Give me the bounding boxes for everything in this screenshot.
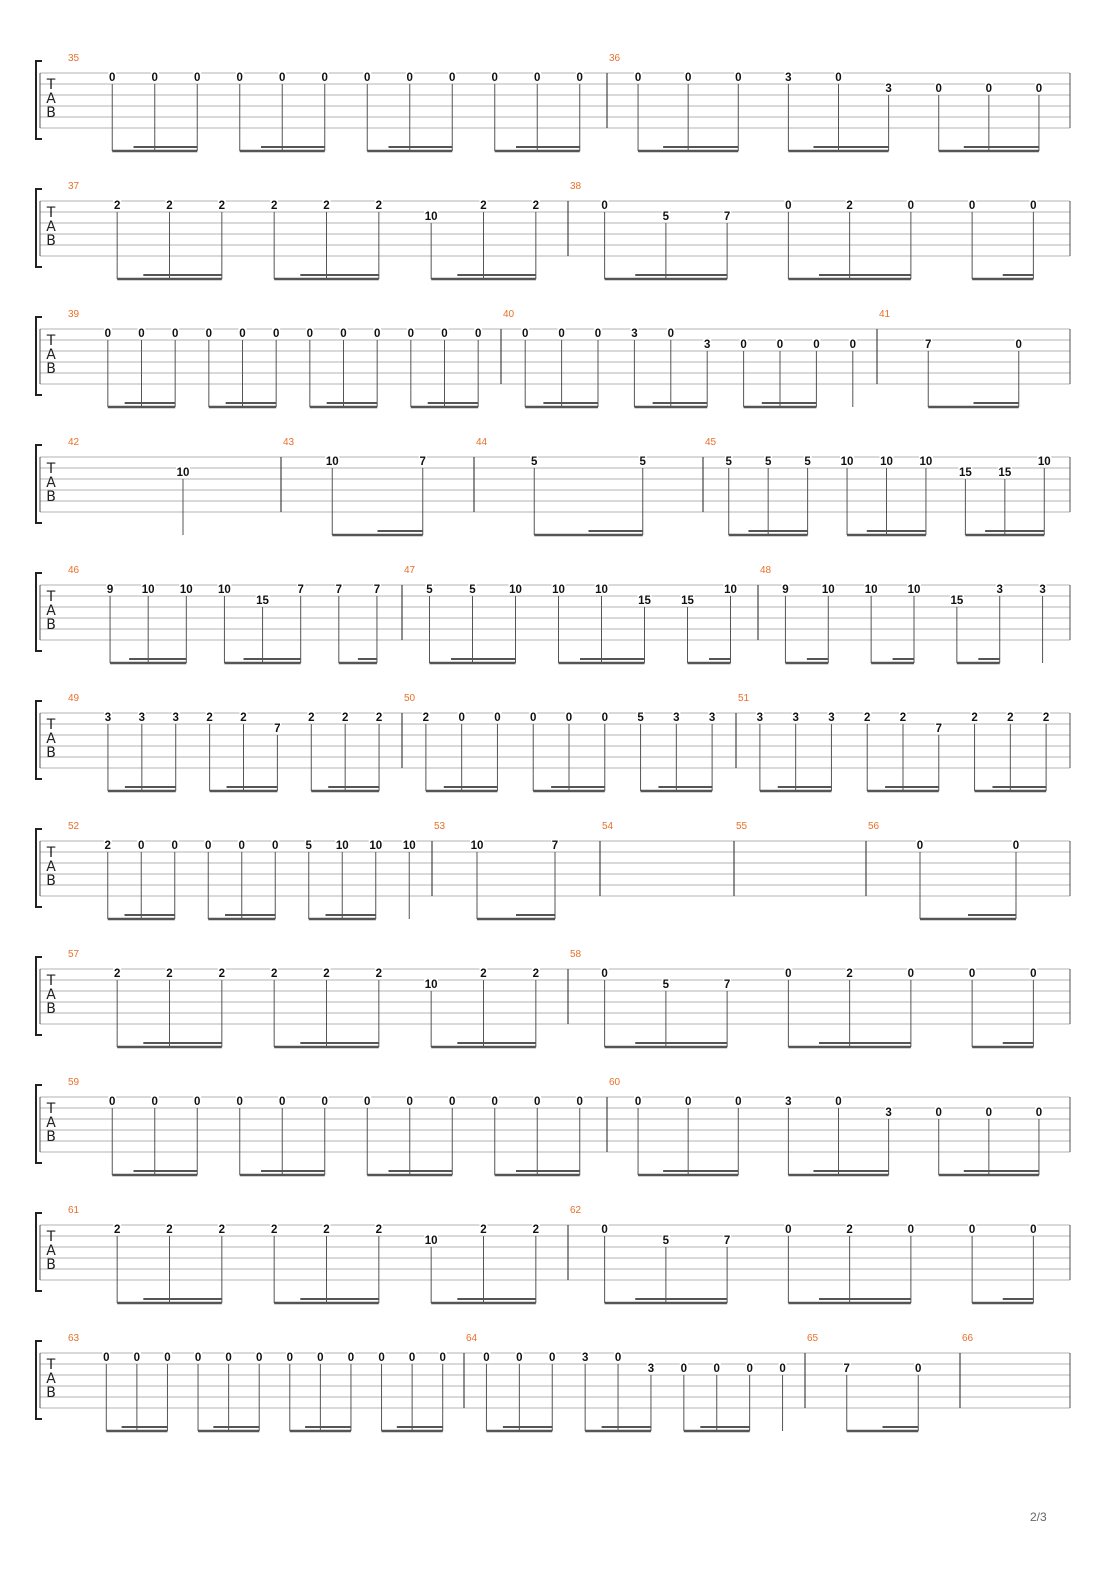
fret-number: 0 <box>306 328 314 340</box>
fret-number: 10 <box>595 584 608 596</box>
fret-number: 0 <box>785 200 792 212</box>
measure-number: 47 <box>404 565 416 576</box>
measure-number: 45 <box>705 437 717 448</box>
fret-number: 0 <box>1012 840 1020 852</box>
fret-number: 0 <box>576 72 583 84</box>
measure-number: 57 <box>68 949 80 960</box>
measure-number: 56 <box>868 821 880 832</box>
fret-number: 0 <box>968 968 976 980</box>
fret-number: 2 <box>113 968 121 980</box>
fret-number: 10 <box>1037 456 1051 468</box>
fret-number: 0 <box>849 339 857 351</box>
fret-number: 0 <box>406 72 413 84</box>
fret-number: 0 <box>985 1107 993 1119</box>
tab-clef-letter: T <box>46 77 56 93</box>
fret-number: 5 <box>531 456 538 468</box>
fret-number: 3 <box>631 328 638 340</box>
fret-number: 0 <box>935 83 942 95</box>
measure-number: 51 <box>738 693 750 704</box>
fret-number: 0 <box>684 72 692 84</box>
fret-number: 0 <box>151 72 158 84</box>
fret-number: 0 <box>785 1224 792 1236</box>
measure-number: 66 <box>962 1333 974 1344</box>
fret-number: 2 <box>218 968 226 980</box>
tab-clef-letter: B <box>46 361 56 377</box>
fret-number: 5 <box>725 456 732 468</box>
fret-number: 0 <box>835 72 842 84</box>
tab-clef-letter: T <box>46 1229 56 1245</box>
fret-number: 2 <box>480 200 487 212</box>
fret-number: 7 <box>935 723 942 735</box>
fret-number: 2 <box>323 200 330 212</box>
fret-number: 0 <box>746 1363 753 1375</box>
fret-number: 7 <box>723 211 731 223</box>
tab-clef-letter: B <box>46 1129 56 1145</box>
fret-number: 0 <box>735 72 742 84</box>
tab-clef-letter: A <box>46 219 56 235</box>
fret-number: 2 <box>846 1224 853 1236</box>
fret-number: 0 <box>340 328 347 340</box>
measure-number: 55 <box>736 821 748 832</box>
fret-number: 2 <box>308 712 315 724</box>
measure-number: 41 <box>879 309 891 320</box>
fret-number: 0 <box>813 339 820 351</box>
measure-number: 37 <box>68 181 80 192</box>
fret-number: 0 <box>915 1363 922 1375</box>
fret-number: 2 <box>323 968 330 980</box>
measure-number: 50 <box>404 693 416 704</box>
fret-number: 3 <box>708 712 716 724</box>
measure-number: 46 <box>68 565 80 576</box>
fret-number: 2 <box>166 968 173 980</box>
measure-number: 59 <box>68 1077 80 1088</box>
fret-number: 10 <box>179 584 193 596</box>
fret-number: 0 <box>534 1096 541 1108</box>
fret-number: 2 <box>166 1224 173 1236</box>
fret-number: 0 <box>530 712 537 724</box>
fret-number: 2 <box>166 200 173 212</box>
fret-number: 3 <box>792 712 799 724</box>
fret-number: 3 <box>172 712 179 724</box>
measure-number: 65 <box>807 1333 819 1344</box>
fret-number: 15 <box>958 467 972 479</box>
fret-number: 0 <box>634 1096 642 1108</box>
fret-number: 0 <box>378 1352 385 1364</box>
tab-clef-letter: B <box>46 1385 56 1401</box>
fret-number: 0 <box>491 72 498 84</box>
tab-system <box>36 565 1070 663</box>
fret-number: 2 <box>113 1224 121 1236</box>
fret-number: 2 <box>532 968 540 980</box>
measure-number: 36 <box>609 53 621 64</box>
fret-number: 10 <box>176 467 190 479</box>
fret-number: 2 <box>375 200 383 212</box>
fret-number: 2 <box>375 712 383 724</box>
fret-number: 0 <box>458 712 465 724</box>
fret-number: 0 <box>109 72 116 84</box>
fret-number: 0 <box>474 328 482 340</box>
fret-number: 0 <box>776 339 784 351</box>
fret-number: 3 <box>756 712 764 724</box>
fret-number: 0 <box>171 840 178 852</box>
measure-number: 61 <box>68 1205 80 1216</box>
fret-number: 2 <box>104 840 111 852</box>
fret-number: 10 <box>907 584 921 596</box>
fret-number: 0 <box>1015 339 1022 351</box>
fret-number: 10 <box>424 211 438 223</box>
measure-number: 53 <box>434 821 446 832</box>
fret-number: 10 <box>470 840 484 852</box>
tab-clef-letter: T <box>46 333 56 349</box>
fret-number: 2 <box>1007 712 1014 724</box>
fret-number: 10 <box>218 584 231 596</box>
fret-number: 10 <box>424 979 438 991</box>
fret-number: 2 <box>846 968 853 980</box>
fret-number: 0 <box>491 1096 498 1108</box>
fret-number: 3 <box>996 584 1003 596</box>
fret-number: 0 <box>279 72 286 84</box>
fret-number: 7 <box>274 723 281 735</box>
fret-number: 0 <box>104 328 112 340</box>
fret-number: 10 <box>325 456 339 468</box>
fret-number: 10 <box>864 584 878 596</box>
fret-number: 2 <box>480 968 487 980</box>
fret-number: 0 <box>279 1096 286 1108</box>
fret-number: 9 <box>782 584 789 596</box>
fret-number: 7 <box>925 339 932 351</box>
fret-number: 5 <box>764 456 772 468</box>
fret-number: 3 <box>1039 584 1046 596</box>
fret-number: 0 <box>667 328 675 340</box>
tab-clef-letter: B <box>46 1001 56 1017</box>
fret-number: 2 <box>323 1224 330 1236</box>
measure-number: 35 <box>68 53 80 64</box>
fret-number: 5 <box>469 584 476 596</box>
fret-number: 0 <box>194 1352 202 1364</box>
fret-number: 15 <box>950 595 964 607</box>
fret-number: 0 <box>1030 968 1037 980</box>
fret-number: 0 <box>1030 200 1037 212</box>
fret-number: 3 <box>828 712 835 724</box>
fret-number: 15 <box>638 595 651 607</box>
tab-system <box>36 821 1070 919</box>
fret-number: 0 <box>907 1224 915 1236</box>
fret-number: 0 <box>449 1096 456 1108</box>
fret-number: 0 <box>907 968 915 980</box>
tab-clef-letter: T <box>46 717 56 733</box>
tab-clef-letter: T <box>46 1357 56 1373</box>
fret-number: 5 <box>804 456 811 468</box>
fret-number: 3 <box>647 1363 655 1375</box>
fret-number: 0 <box>935 1107 942 1119</box>
tab-clef-letter: A <box>46 731 56 747</box>
measure-number: 43 <box>283 437 295 448</box>
fret-number: 0 <box>205 328 213 340</box>
fret-number: 2 <box>375 1224 383 1236</box>
fret-number: 0 <box>634 72 642 84</box>
tab-system <box>36 693 1070 791</box>
tab-clef-letter: A <box>46 475 56 491</box>
fret-number: 0 <box>740 339 747 351</box>
fret-number: 7 <box>335 584 343 596</box>
fret-number: 0 <box>785 968 792 980</box>
tab-clef-letter: B <box>46 745 56 761</box>
tab-clef-letter: T <box>46 461 56 477</box>
measure-number: 60 <box>609 1077 621 1088</box>
tab-clef-letter: A <box>46 91 56 107</box>
fret-number: 0 <box>835 1096 842 1108</box>
fret-number: 2 <box>218 1224 226 1236</box>
fret-number: 2 <box>422 712 430 724</box>
fret-number: 2 <box>846 200 853 212</box>
page-number: 2/3 <box>1030 1510 1047 1524</box>
tab-clef-letter: A <box>46 1115 56 1131</box>
fret-number: 0 <box>225 1352 232 1364</box>
fret-number: 0 <box>407 328 415 340</box>
fret-number: 0 <box>194 72 201 84</box>
fret-number: 2 <box>480 1224 487 1236</box>
fret-number: 5 <box>662 979 670 991</box>
fret-number: 3 <box>104 712 112 724</box>
fret-number: 2 <box>899 712 907 724</box>
fret-number: 0 <box>735 1096 742 1108</box>
fret-number: 0 <box>256 1352 263 1364</box>
fret-number: 0 <box>109 1096 116 1108</box>
fret-number: 0 <box>164 1352 171 1364</box>
fret-number: 10 <box>724 584 737 596</box>
tab-clef-letter: A <box>46 1243 56 1259</box>
fret-number: 10 <box>369 840 383 852</box>
fret-number: 3 <box>581 1352 589 1364</box>
measure-number: 62 <box>570 1205 582 1216</box>
tab-system <box>36 1077 1070 1175</box>
fret-number: 5 <box>639 456 646 468</box>
fret-number: 15 <box>998 467 1012 479</box>
fret-number: 0 <box>601 968 608 980</box>
fret-number: 10 <box>821 584 835 596</box>
tab-clef-letter: T <box>46 205 56 221</box>
fret-number: 0 <box>614 1352 622 1364</box>
fret-number: 5 <box>662 211 670 223</box>
fret-number: 3 <box>785 72 792 84</box>
measure-number: 52 <box>68 821 80 832</box>
fret-number: 10 <box>402 840 416 852</box>
fret-number: 0 <box>317 1352 324 1364</box>
measure-number: 49 <box>68 693 80 704</box>
fret-number: 0 <box>236 72 243 84</box>
fret-number: 3 <box>703 339 711 351</box>
fret-number: 2 <box>532 1224 540 1236</box>
tab-clef-letter: T <box>46 973 56 989</box>
fret-number: 0 <box>238 840 245 852</box>
fret-number: 0 <box>347 1352 355 1364</box>
tab-clef-letter: A <box>46 859 56 875</box>
fret-number: 0 <box>713 1363 720 1375</box>
fret-number: 2 <box>341 712 349 724</box>
fret-number: 3 <box>673 712 680 724</box>
fret-number: 2 <box>270 968 278 980</box>
fret-number: 0 <box>194 1096 201 1108</box>
tab-clef-letter: B <box>46 873 56 889</box>
fret-number: 3 <box>785 1096 792 1108</box>
measure-number: 44 <box>476 437 488 448</box>
fret-number: 0 <box>321 72 328 84</box>
fret-number: 0 <box>483 1352 490 1364</box>
tab-system <box>36 1333 1070 1431</box>
tab-clef-letter: A <box>46 347 56 363</box>
fret-number: 0 <box>494 712 501 724</box>
fret-number: 10 <box>919 456 933 468</box>
fret-number: 0 <box>601 200 608 212</box>
tab-clef-letter: B <box>46 233 56 249</box>
fret-number: 2 <box>532 200 540 212</box>
fret-number: 2 <box>270 1224 278 1236</box>
fret-number: 10 <box>552 584 565 596</box>
fret-number: 0 <box>103 1352 110 1364</box>
fret-number: 15 <box>256 595 269 607</box>
fret-number: 2 <box>240 712 247 724</box>
fret-number: 0 <box>272 328 280 340</box>
measure-number: 40 <box>503 309 515 320</box>
fret-number: 7 <box>419 456 426 468</box>
tab-system <box>36 53 1070 151</box>
fret-number: 0 <box>907 200 915 212</box>
measure-number: 58 <box>570 949 582 960</box>
fret-number: 0 <box>779 1363 786 1375</box>
fret-number: 0 <box>1035 1107 1043 1119</box>
fret-number: 7 <box>723 1235 731 1247</box>
fret-number: 0 <box>439 1352 446 1364</box>
fret-number: 5 <box>305 840 312 852</box>
fret-number: 0 <box>916 840 924 852</box>
fret-number: 7 <box>297 584 304 596</box>
fret-number: 3 <box>885 1107 892 1119</box>
tab-system <box>36 1205 1070 1303</box>
fret-number: 15 <box>681 595 694 607</box>
tab-clef-letter: B <box>46 489 56 505</box>
measure-number: 64 <box>466 1333 478 1344</box>
fret-number: 0 <box>534 72 541 84</box>
fret-number: 0 <box>680 1363 688 1375</box>
fret-number: 0 <box>601 712 608 724</box>
fret-number: 0 <box>516 1352 523 1364</box>
measure-number: 38 <box>570 181 582 192</box>
fret-number: 0 <box>239 328 246 340</box>
fret-number: 0 <box>171 328 179 340</box>
fret-number: 2 <box>206 712 213 724</box>
fret-number: 0 <box>138 840 145 852</box>
fret-number: 0 <box>601 1224 608 1236</box>
fret-number: 10 <box>424 1235 438 1247</box>
fret-number: 7 <box>723 979 731 991</box>
fret-number: 0 <box>576 1096 583 1108</box>
fret-number: 0 <box>408 1352 416 1364</box>
fret-number: 9 <box>106 584 114 596</box>
tab-clef-letter: T <box>46 589 56 605</box>
fret-number: 10 <box>840 456 854 468</box>
fret-number: 5 <box>637 712 644 724</box>
fret-number: 0 <box>138 328 145 340</box>
fret-number: 0 <box>205 840 212 852</box>
tab-clef-letter: A <box>46 987 56 1003</box>
fret-number: 0 <box>968 200 976 212</box>
fret-number: 0 <box>1035 83 1043 95</box>
fret-number: 0 <box>985 83 993 95</box>
fret-number: 0 <box>373 328 381 340</box>
fret-number: 0 <box>272 840 279 852</box>
tab-clef-letter: B <box>46 617 56 633</box>
fret-number: 0 <box>321 1096 328 1108</box>
fret-number: 7 <box>551 840 559 852</box>
tab-system <box>36 949 1070 1047</box>
fret-number: 0 <box>684 1096 692 1108</box>
fret-number: 0 <box>1030 1224 1037 1236</box>
fret-number: 3 <box>138 712 146 724</box>
fret-number: 10 <box>141 584 155 596</box>
fret-number: 5 <box>426 584 433 596</box>
measure-number: 63 <box>68 1333 80 1344</box>
tab-clef-letter: B <box>46 105 56 121</box>
fret-number: 2 <box>113 200 121 212</box>
fret-number: 5 <box>662 1235 670 1247</box>
fret-number: 2 <box>218 200 226 212</box>
fret-number: 0 <box>133 1352 141 1364</box>
tab-system <box>36 437 1070 535</box>
fret-number: 2 <box>864 712 871 724</box>
fret-number: 0 <box>594 328 602 340</box>
measure-number: 48 <box>760 565 772 576</box>
tab-clef-letter: T <box>46 1101 56 1117</box>
fret-number: 0 <box>151 1096 158 1108</box>
fret-number: 0 <box>521 328 529 340</box>
tab-system <box>36 309 1070 407</box>
fret-number: 2 <box>971 712 978 724</box>
fret-number: 0 <box>364 1096 371 1108</box>
tab-clef-letter: A <box>46 1371 56 1387</box>
fret-number: 0 <box>364 72 371 84</box>
tab-system <box>36 181 1070 279</box>
fret-number: 0 <box>406 1096 413 1108</box>
measure-number: 42 <box>68 437 80 448</box>
fret-number: 10 <box>335 840 349 852</box>
fret-number: 7 <box>843 1363 850 1375</box>
fret-number: 0 <box>968 1224 976 1236</box>
fret-number: 0 <box>236 1096 243 1108</box>
measure-number: 54 <box>602 821 614 832</box>
measure-number: 39 <box>68 309 80 320</box>
fret-number: 3 <box>885 83 892 95</box>
fret-number: 10 <box>880 456 893 468</box>
fret-number: 2 <box>1042 712 1050 724</box>
fret-number: 0 <box>286 1352 293 1364</box>
tab-clef-letter: T <box>46 845 56 861</box>
tab-clef-letter: B <box>46 1257 56 1273</box>
fret-number: 0 <box>558 328 565 340</box>
tab-clef-letter: A <box>46 603 56 619</box>
fret-number: 7 <box>373 584 381 596</box>
fret-number: 2 <box>375 968 383 980</box>
fret-number: 2 <box>270 200 278 212</box>
fret-number: 0 <box>441 328 448 340</box>
fret-number: 10 <box>509 584 522 596</box>
fret-number: 0 <box>565 712 573 724</box>
fret-number: 0 <box>549 1352 556 1364</box>
fret-number: 0 <box>449 72 456 84</box>
